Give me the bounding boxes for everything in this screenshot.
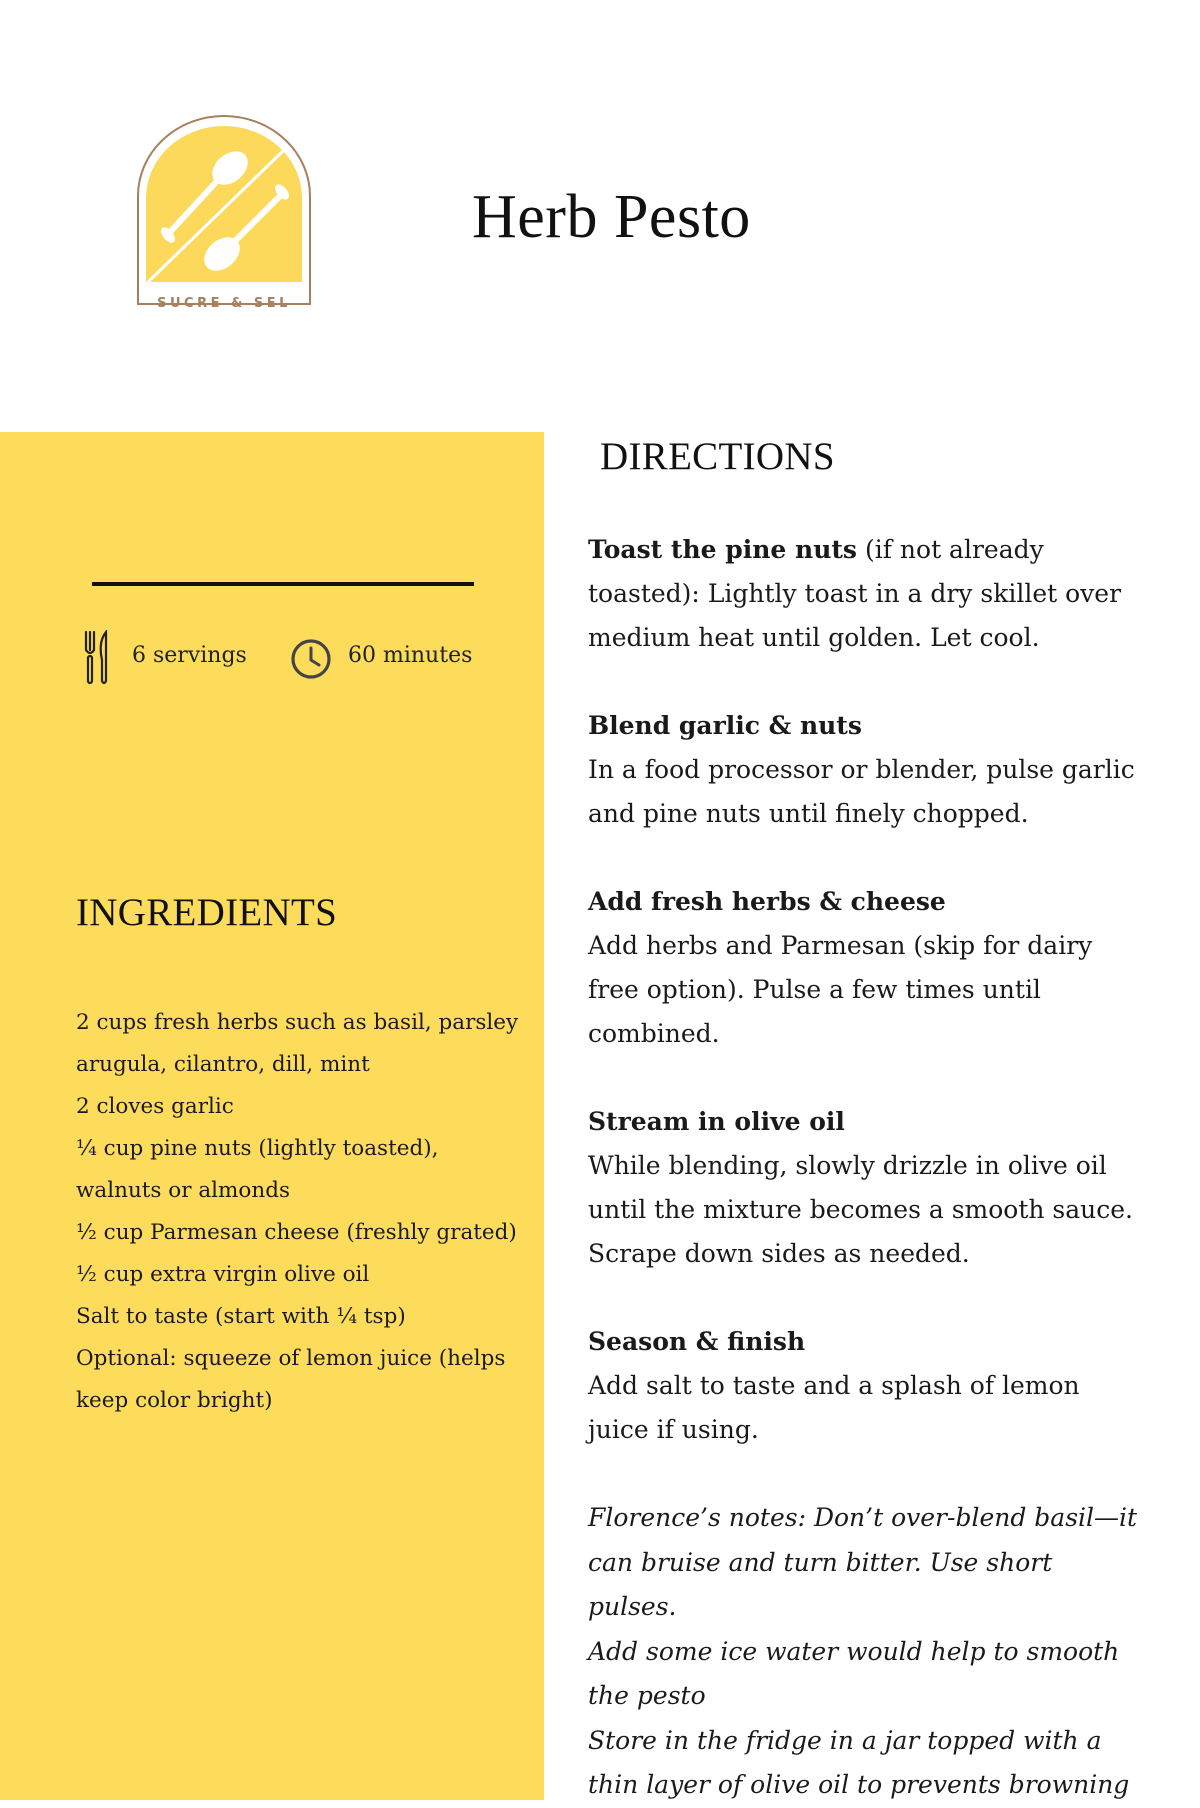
step-text: While blending, slowly drizzle in olive oil until the mixture becomes a smooth sauce. Scrape down sides as needed. — [588, 1151, 1134, 1268]
spoon-logo-icon — [134, 114, 314, 322]
step-title: Season & finish — [588, 1327, 806, 1356]
list-item: Salt to taste (start with ¼ tsp) — [76, 1304, 406, 1329]
brand-name: SUCRE & SEL — [157, 296, 291, 311]
directions-list — [588, 528, 1148, 1808]
step-text: Add herbs and Parmesan (skip for dairy free option). Pulse a few times until combined. — [588, 931, 1093, 1048]
recipe-notes — [588, 1496, 1148, 1808]
note-line: Add some ice water would help to smooth the pesto — [588, 1636, 1120, 1710]
list-item: ½ cup extra virgin olive oil — [76, 1262, 370, 1287]
direction-step — [588, 704, 1148, 836]
step-title: Add fresh herbs & cheese — [588, 887, 946, 916]
step-title: Toast the pine nuts — [588, 535, 858, 564]
step-title: Blend garlic & nuts — [588, 711, 862, 740]
clock-icon — [290, 638, 332, 680]
step-qualifier: (if not already toasted): — [588, 535, 1044, 608]
note-line: Store in the fridge in a jar topped with a thin layer of olive oil to prevents browning — [588, 1725, 1130, 1799]
direction-step — [588, 1100, 1148, 1276]
step-text: Lightly toast in a dry skillet over medium heat until golden. Let cool. — [588, 579, 1122, 652]
list-item: 2 cups fresh herbs such as basil, parsley arugula, cilantro, dill, mint — [76, 1010, 519, 1077]
note-line: Florence’s notes: Don’t over-blend basil—it can bruise and turn bitter. Use short pulses. — [588, 1503, 1138, 1621]
list-item: ½ cup Parmesan cheese (freshly grated) — [76, 1220, 517, 1245]
servings-text: 6 servings — [132, 643, 247, 668]
divider-rule — [92, 582, 474, 586]
direction-step — [588, 880, 1148, 1056]
ingredients-list — [76, 1002, 526, 1422]
direction-step — [588, 1320, 1148, 1452]
directions-heading: DIRECTIONS — [600, 435, 835, 478]
brand-logo — [134, 114, 314, 322]
list-item: ¼ cup pine nuts (lightly toasted), walnuts or almonds — [76, 1136, 439, 1203]
step-text: Add salt to taste and a splash of lemon juice if using. — [588, 1371, 1080, 1444]
list-item: Optional: squeeze of lemon juice (helps keep color bright) — [76, 1346, 506, 1413]
direction-step — [588, 528, 1148, 660]
fork-knife-icon — [84, 630, 112, 686]
list-item: 2 cloves garlic — [76, 1094, 234, 1119]
page-title: Herb Pesto — [472, 183, 751, 251]
time-text: 60 minutes — [348, 643, 473, 668]
step-title: Stream in olive oil — [588, 1107, 845, 1136]
ingredients-heading: INGREDIENTS — [76, 891, 338, 934]
step-text: In a food processor or blender, pulse garlic and pine nuts until finely chopped. — [588, 755, 1135, 828]
